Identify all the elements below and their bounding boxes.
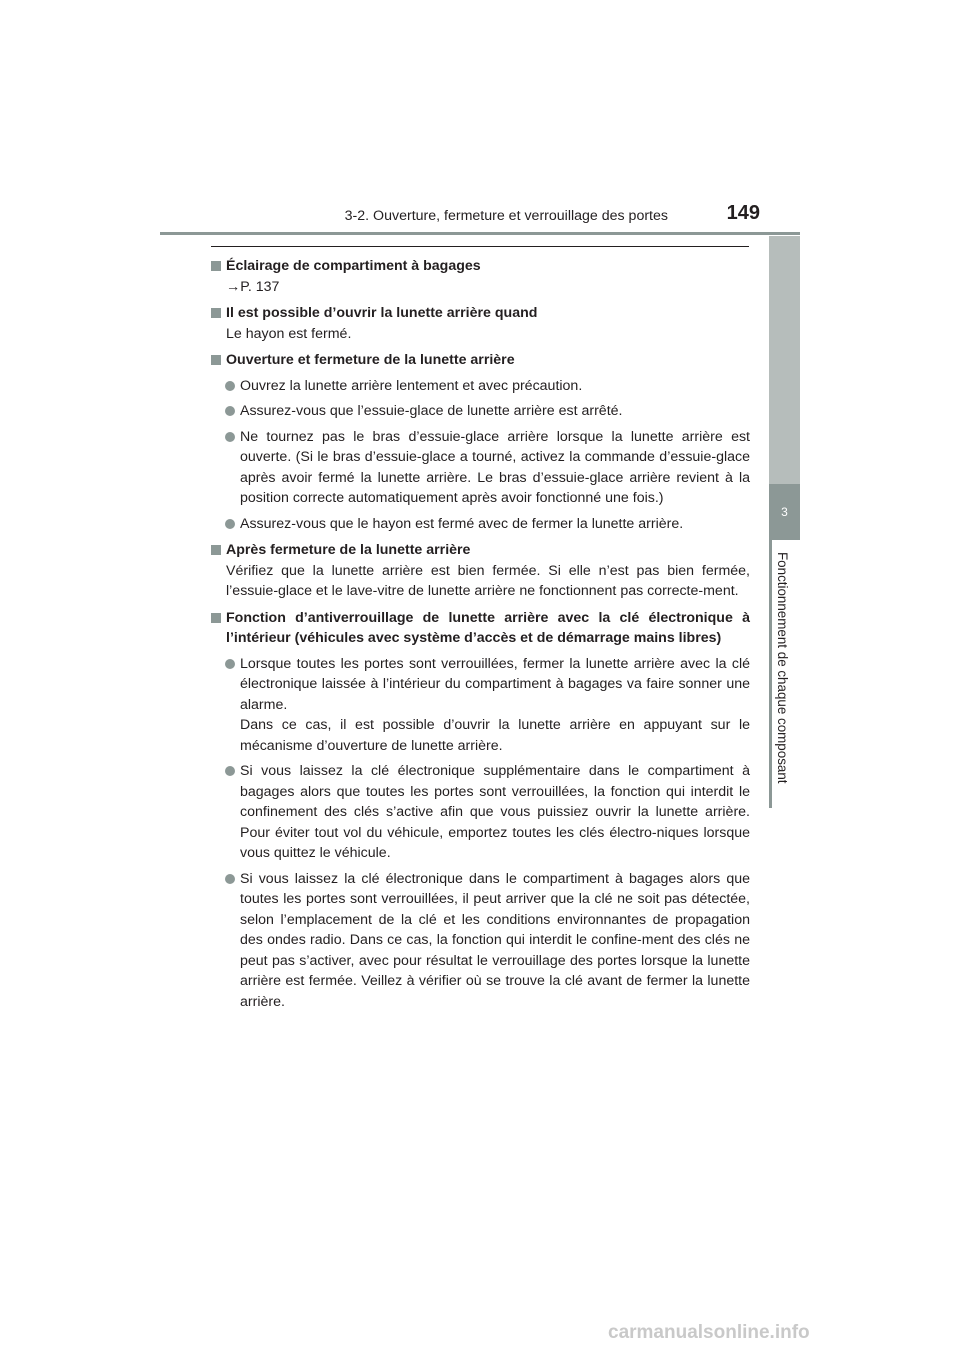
item-body: Le hayon est fermé. bbox=[226, 325, 352, 342]
bullet-dot-icon bbox=[225, 381, 235, 391]
page-number: 149 bbox=[726, 202, 760, 224]
bullet-dot-icon bbox=[225, 406, 235, 416]
section-square-icon bbox=[211, 613, 221, 623]
bullet-item: Assurez-vous que le hayon est fermé avec de fermer la lunette arrière. bbox=[211, 514, 750, 535]
section-square-icon bbox=[211, 355, 221, 365]
item-anti-lock-function bbox=[211, 608, 750, 1013]
bullet-item: Assurez-vous que l’essuie-glace de lunette arrière est arrêté. bbox=[211, 401, 750, 422]
item-title: Il est possible d’ouvrir la lunette arrière quand bbox=[226, 305, 538, 321]
bullet-item: Si vous laissez la clé électronique supplémentaire dans le compartiment à bagages alors que toutes les portes sont verrouillées, la fonction qui interdit le confinement des clés s’active afin que vous puissiez ouvrir la lunette arrière. Pour éviter tout vol du véhicule, emportez toutes les clés électro-niques lorsque vous quittez le véhicule. bbox=[211, 761, 750, 864]
content-top-rule bbox=[211, 246, 749, 247]
bullet-dot-icon bbox=[225, 659, 235, 669]
section-square-icon bbox=[211, 308, 221, 318]
bullet-item: Si vous laissez la clé électronique dans le compartiment à bagages alors que toutes les portes sont verrouillées, il peut arriver que la clé ne soit pas détectée, selon l’emplacement de la clé et les conditions environnantes de propagation des ondes radio. Dans ce cas, la fonction qui interdit le confine-ment des clés ne peut pas s’activer, avec pour résultat le verrouillage des portes lorsque la lunette arrière est fermée. Veillez à vérifier où se trouve la clé avant de fermer la lunette arrière. bbox=[211, 869, 750, 1013]
chapter-title: Fonctionnement de chaque composant bbox=[775, 552, 790, 784]
section-square-icon bbox=[211, 261, 221, 271]
running-header-section: 3-2. Ouverture, fermeture et verrouillage des portes bbox=[344, 208, 668, 224]
item-title: Éclairage de compartiment à bagages bbox=[226, 258, 481, 274]
item-title: Fonction d’antiverrouillage de lunette arrière avec la clé électronique à l’intérieur (véhicules avec système d’accès et de démarrage mains libres) bbox=[226, 609, 750, 646]
side-tab-upper-band bbox=[769, 236, 800, 484]
section-square-icon bbox=[211, 545, 221, 555]
page-reference: →P. 137 bbox=[226, 278, 280, 295]
bullet-item: Ne tournez pas le bras d’essuie-glace arrière lorsque la lunette arrière est ouverte. (Si le bras d’essuie-glace a tourné, activez la commande d’essuie-glace après avoir fermé la lunette arrière. Le bras d’essuie-glace arrière revient à la position correcte automatiquement après avoir fonctionné une fois.) bbox=[211, 427, 750, 509]
bullet-dot-icon bbox=[225, 519, 235, 529]
item-title: Après fermeture de la lunette arrière bbox=[226, 542, 471, 558]
bullet-item: Ouvrez la lunette arrière lentement et avec précaution. bbox=[211, 376, 750, 397]
item-title: Ouverture et fermeture de la lunette arrière bbox=[226, 352, 515, 368]
item-luggage-light bbox=[211, 256, 750, 297]
manual-content bbox=[211, 256, 750, 1018]
chapter-number: 3 bbox=[781, 505, 788, 519]
bullet-item: Lorsque toutes les portes sont verrouillées, fermer la lunette arrière avec la clé électronique laissée à l’intérieur du compartiment à bagages va faire sonner une alarme. Dans ce cas, il est possible d’ouvrir la lunette arrière en appuyant sur le mécanisme d’ouverture de lunette arrière. bbox=[211, 654, 750, 757]
item-after-closing bbox=[211, 540, 750, 602]
header-rule bbox=[160, 232, 800, 235]
item-open-glass-condition bbox=[211, 303, 750, 344]
bullet-dot-icon bbox=[225, 874, 235, 884]
item-opening-closing-glass bbox=[211, 350, 750, 534]
bullet-dot-icon bbox=[225, 766, 235, 776]
site-watermark: carmanualsonline.info bbox=[608, 1322, 810, 1343]
bullet-dot-icon bbox=[225, 432, 235, 442]
item-body: Vérifiez que la lunette arrière est bien fermée. Si elle n’est pas bien fermée, l’essuie-glace et le lave-vitre de lunette arrière ne fonctionnent pas correcte-ment. bbox=[226, 562, 750, 599]
